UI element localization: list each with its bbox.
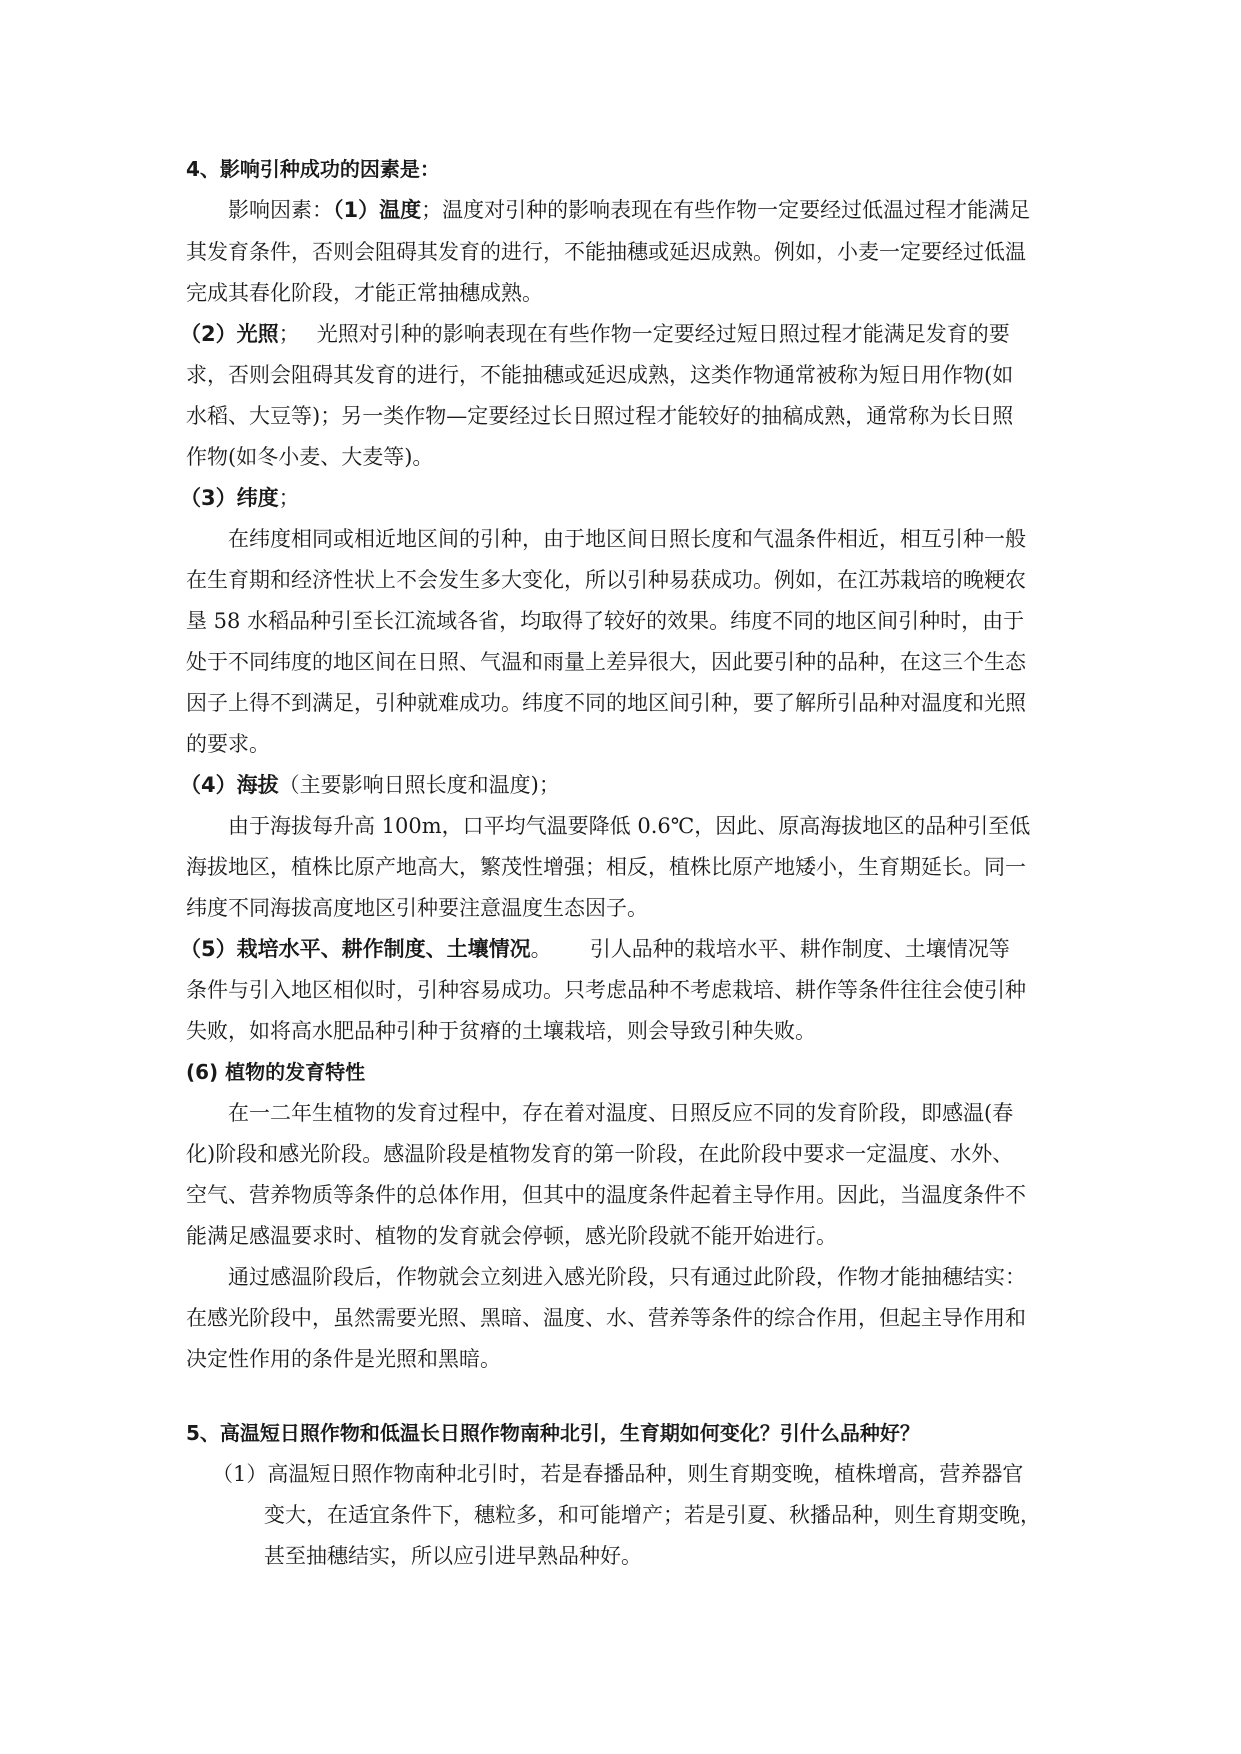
factor1-line2: 其发育条件，否则会阻碍其发育的进行，不能抽穗或延迟成熟。例如，小麦一定要经过低温	[186, 240, 1026, 264]
factor4-heading	[180, 771, 560, 799]
factor5-line3: 失败，如将高水肥品种引种于贫瘠的土壤栽培，则会导致引种失败。	[186, 1019, 816, 1043]
factor1-prefix: 影响因素：	[228, 198, 333, 222]
factor3-line4: 处于不同纬度的地区间在日照、气温和雨量上差异很大，因此要引种的品种，在这三个生态	[186, 650, 1026, 674]
factor1-text1: ；温度对引种的影响表现在有些作物一定要经过低温过程才能满足	[421, 198, 1031, 222]
factor6-line4: 能满足感温要求时、植物的发育就会停顿，感光阶段就不能开始进行。	[186, 1224, 837, 1248]
factor6-heading: (6) 植物的发育特性	[186, 1060, 366, 1084]
factor2-line4: 作物(如冬小麦、大麦等)。	[186, 445, 434, 469]
factor3-line5: 因子上得不到满足，引种就难成功。纬度不同的地区间引种，要了解所引品种对温度和光照	[186, 691, 1026, 715]
factor6-line7: 决定性作用的条件是光照和黑暗。	[186, 1347, 501, 1371]
factor1-label: （1）温度	[333, 198, 422, 222]
factor2-line1	[180, 320, 1010, 348]
factor2-line2: 求，否则会阻碍其发育的进行，不能抽穗或延迟成熟，这类作物通常被称为短日用作物(如	[186, 363, 1014, 387]
item1-text1: 高温短日照作物南种北引时，若是春播品种，则生育期变晚，植株增高，营养器官	[267, 1462, 1024, 1486]
factor3-line3: 垦 58 水稻品种引至长江流域各省，均取得了较好的效果。纬度不同的地区间引种时，由于	[186, 609, 1025, 633]
factor6-line6: 在感光阶段中，虽然需要光照、黑暗、温度、水、营养等条件的综合作用，但起主导作用和	[186, 1306, 1026, 1330]
factor3-label: （3）纬度	[180, 486, 279, 510]
factor1-line1	[228, 196, 1030, 224]
section5-heading: 5、高温短日照作物和低温长日照作物南种北引，生育期如何变化？引什么品种好？	[186, 1421, 920, 1445]
factor3-line1: 在纬度相同或相近地区间的引种，由于地区间日照长度和气温条件相近，相互引种一般	[228, 527, 1026, 551]
factor6-line3: 空气、营养物质等条件的总体作用，但其中的温度条件起着主导作用。因此，当温度条件不	[186, 1183, 1026, 1207]
item1-number: （1）	[212, 1462, 268, 1486]
factor4-label: （4）海拔	[180, 773, 279, 797]
factor2-line3: 水稻、大豆等)；另一类作物—定要经过长日照过程才能较好的抽稿成熟，通常称为长日照	[186, 404, 1014, 428]
item1-line3: 甚至抽穗结实，所以应引进早熟品种好。	[264, 1544, 642, 1568]
factor4-suffix: （主要影响日照长度和温度)；	[278, 773, 560, 797]
factor3-line2: 在生育期和经济性状上不会发生多大变化，所以引种易获成功。例如，在江苏栽培的晚粳农	[186, 568, 1026, 592]
factor4-line2: 海拔地区，植株比原产地高大，繁茂性增强；相反，植株比原产地矮小，生育期延长。同一	[186, 855, 1026, 879]
factor3-heading	[180, 484, 300, 512]
factor5-line1	[180, 935, 1010, 963]
factor6-line1: 在一二年生植物的发育过程中，存在着对温度、日照反应不同的发育阶段，即感温(春	[228, 1101, 1014, 1125]
section4-heading: 4、影响引种成功的因素是：	[186, 157, 440, 181]
factor6-line2: 化)阶段和感光阶段。感温阶段是植物发育的第一阶段，在此阶段中要求一定温度、水外、	[186, 1142, 1014, 1166]
factor3-line6: 的要求。	[186, 732, 270, 756]
factor4-line1: 由于海拔每升高 100m，口平均气温要降低 0.6℃，因此、原高海拔地区的品种引至低	[228, 814, 1031, 838]
factor5-line2: 条件与引入地区相似时，引种容易成功。只考虑品种不考虑栽培、耕作等条件往往会使引种	[186, 978, 1026, 1002]
factor3-suffix: ；	[278, 486, 300, 510]
factor5-label: （5）栽培水平、耕作制度、土壤情况	[180, 937, 531, 961]
item1-line2: 变大，在适宜条件下，穗粒多，和可能增产；若是引夏、秋播品种，则生育期变晚，	[264, 1503, 1041, 1527]
factor6-line5: 通过感温阶段后，作物就会立刻进入感光阶段，只有通过此阶段，作物才能抽穗结实：	[228, 1265, 1026, 1289]
factor5-text1: 。 引人品种的栽培水平、耕作制度、土壤情况等	[530, 937, 1010, 961]
factor2-label: （2）光照	[180, 322, 279, 346]
factor4-line3: 纬度不同海拔高度地区引种要注意温度生态因子。	[186, 896, 648, 920]
factor1-line3: 完成其春化阶段，才能正常抽穗成熟。	[186, 281, 543, 305]
item1-line1	[212, 1460, 1023, 1488]
factor2-text1: ； 光照对引种的影响表现在有些作物一定要经过短日照过程才能满足发育的要	[278, 322, 1010, 346]
